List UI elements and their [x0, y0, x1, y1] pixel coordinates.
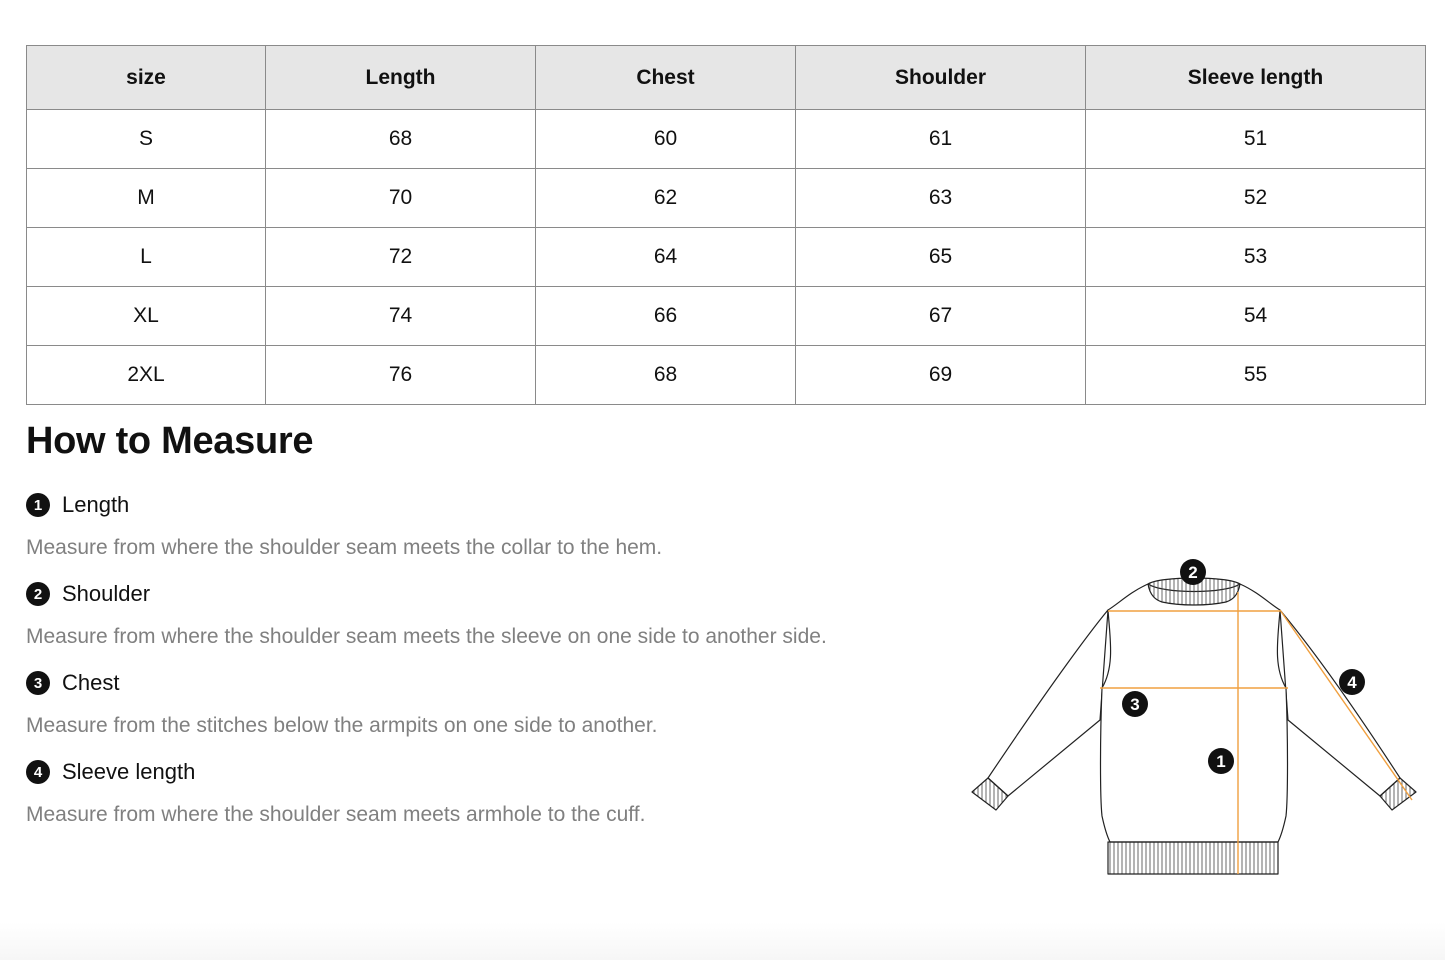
step-chest — [26, 670, 119, 696]
sweater-measurement-diagram — [960, 548, 1430, 888]
table-cell: XL — [27, 287, 266, 346]
table-cell: 68 — [266, 110, 536, 169]
table-cell: 65 — [796, 228, 1086, 287]
number-badge-1-icon: 1 — [26, 493, 50, 517]
table-cell: 76 — [266, 346, 536, 405]
table-cell: 67 — [796, 287, 1086, 346]
table-cell: 64 — [536, 228, 796, 287]
marker-2 — [1180, 559, 1206, 585]
table-row — [27, 110, 1426, 169]
column-header-sleeve-length: Sleeve length — [1086, 46, 1426, 110]
table-cell: 72 — [266, 228, 536, 287]
marker-label: 2 — [1188, 563, 1198, 582]
column-header-shoulder: Shoulder — [796, 46, 1086, 110]
marker-3 — [1122, 691, 1148, 717]
step-description: Measure from where the shoulder seam meets the sleeve on one side to another side. — [26, 625, 827, 648]
marker-label: 1 — [1216, 752, 1226, 771]
table-cell: 52 — [1086, 169, 1426, 228]
marker-label: 3 — [1130, 695, 1140, 714]
table-cell: 62 — [536, 169, 796, 228]
step-shoulder — [26, 581, 150, 607]
marker-4 — [1339, 669, 1365, 695]
table-row — [27, 228, 1426, 287]
table-cell: 66 — [536, 287, 796, 346]
sweater-outline — [972, 578, 1416, 874]
step-description: Measure from the stitches below the armpits on one side to another. — [26, 714, 658, 737]
table-cell: 68 — [536, 346, 796, 405]
marker-1 — [1208, 748, 1234, 774]
step-label: Sleeve length — [62, 759, 196, 784]
number-badge-4-icon: 4 — [26, 760, 50, 784]
table-cell: 69 — [796, 346, 1086, 405]
table-header-row — [27, 46, 1426, 110]
column-header-length: Length — [266, 46, 536, 110]
table-cell: 2XL — [27, 346, 266, 405]
marker-label: 4 — [1347, 673, 1357, 692]
column-header-size: size — [27, 46, 266, 110]
number-badge-2-icon: 2 — [26, 582, 50, 606]
table-cell: 60 — [536, 110, 796, 169]
step-description: Measure from where the shoulder seam meets the collar to the hem. — [26, 536, 663, 559]
table-cell: 55 — [1086, 346, 1426, 405]
step-length — [26, 492, 129, 518]
step-description: Measure from where the shoulder seam meets armhole to the cuff. — [26, 803, 646, 826]
column-header-chest: Chest — [536, 46, 796, 110]
table-row — [27, 169, 1426, 228]
table-cell: L — [27, 228, 266, 287]
table-row — [27, 287, 1426, 346]
step-label: Shoulder — [62, 581, 151, 606]
number-badge-3-icon: 3 — [26, 671, 50, 695]
table-cell: 61 — [796, 110, 1086, 169]
table-cell: 54 — [1086, 287, 1426, 346]
table-cell: 51 — [1086, 110, 1426, 169]
table-cell: 74 — [266, 287, 536, 346]
table-row — [27, 346, 1426, 405]
step-sleeve-length — [26, 759, 195, 785]
step-label: Chest — [62, 670, 120, 695]
table-cell: M — [27, 169, 266, 228]
how-to-measure-title: How to Measure — [26, 420, 314, 462]
size-chart-table — [26, 45, 1426, 405]
step-label: Length — [62, 492, 130, 517]
table-cell: 53 — [1086, 228, 1426, 287]
table-cell: 63 — [796, 169, 1086, 228]
table-cell: 70 — [266, 169, 536, 228]
bottom-fade — [0, 922, 1445, 960]
table-cell: S — [27, 110, 266, 169]
